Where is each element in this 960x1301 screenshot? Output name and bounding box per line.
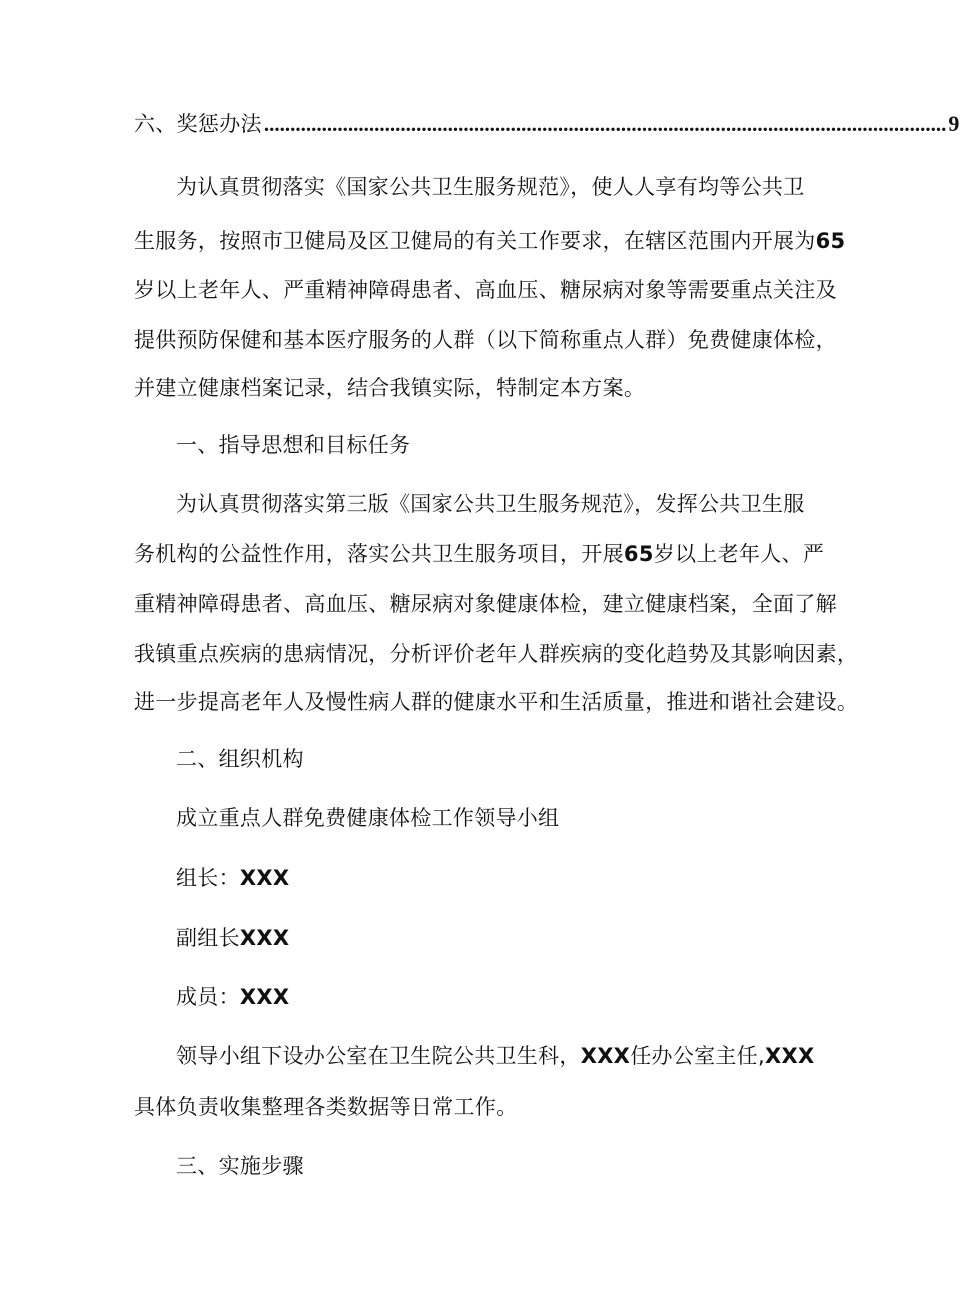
intro-line-1: 为认真贯彻落实《国家公共卫生服务规范》，使人人享有均等公共卫 (176, 175, 805, 199)
intro-line-2-text: 生服务，按照市卫健局及区卫健局的有关工作要求，在辖区范围内开展为 (134, 229, 816, 253)
toc-title: 六、奖惩办法 (134, 112, 262, 136)
intro-line-5: 并建立健康档案记录，结合我镇实际，特制定本方案。 (134, 376, 646, 400)
group-members-name: XXX (239, 985, 290, 1009)
guiding-age-number: 65 (623, 542, 654, 566)
section-heading-steps: 三、实施步骤 (176, 1154, 304, 1178)
group-members (176, 983, 804, 1011)
guiding-line-2-text-c: 岁以上老年人、严 (653, 542, 825, 566)
guiding-line-5: 进一步提高老年人及慢性病人群的健康水平和生活质量，推进和谐社会建设。 (134, 690, 859, 714)
group-members-label: 成员： (176, 985, 240, 1009)
group-leader (176, 864, 804, 892)
office-director-name: XXX (580, 1044, 631, 1068)
intro-age-number: 65 (815, 229, 846, 253)
leading-group-title: 成立重点人群免费健康体检工作领导小组 (176, 806, 560, 830)
office-line-1 (176, 1042, 815, 1070)
guiding-line-2-text-a: 务机构的公益性作用，落实公共卫生服务项目，开展 (134, 542, 624, 566)
section-heading-guiding: 一、指导思想和目标任务 (176, 433, 411, 457)
intro-line-3: 岁以上老年人、严重精神障碍患者、高血压、糖尿病对象等需要重点关注及 (134, 278, 837, 302)
office-line-2: 具体负责收集整理各类数据等日常工作。 (134, 1095, 518, 1119)
deputy-leader-label: 副组长 (176, 926, 240, 950)
deputy-leader-name: XXX (239, 926, 290, 950)
group-leader-label: 组长： (176, 866, 240, 890)
intro-line-4: 提供预防保健和基本医疗服务的人群（以下简称重点人群）免费健康体检， (134, 328, 837, 352)
intro-line-2 (134, 227, 846, 255)
guiding-line-3: 重精神障碍患者、高血压、糖尿病对象健康体检，建立健康档案，全面了解 (134, 592, 837, 616)
group-leader-name: XXX (239, 866, 290, 890)
guiding-line-4: 我镇重点疾病的患病情况，分析评价老年人群疾病的变化趋势及其影响因素， (134, 642, 859, 666)
office-line-1-text-c: 任办公室主任, (630, 1044, 765, 1068)
office-staff-name: XXX (764, 1044, 815, 1068)
guiding-line-2 (134, 540, 825, 568)
toc-leader-dots: .................................................................................................................................. (263, 112, 947, 136)
office-line-1-text-a: 领导小组下设办公室在卫生院公共卫生科， (176, 1044, 581, 1068)
section-heading-organization: 二、组织机构 (176, 747, 304, 771)
toc-entry[interactable] (134, 110, 960, 138)
toc-page-number: 9 (948, 111, 960, 136)
deputy-leader (176, 924, 804, 952)
guiding-line-1: 为认真贯彻落实第三版《国家公共卫生服务规范》，发挥公共卫生服 (176, 492, 805, 516)
